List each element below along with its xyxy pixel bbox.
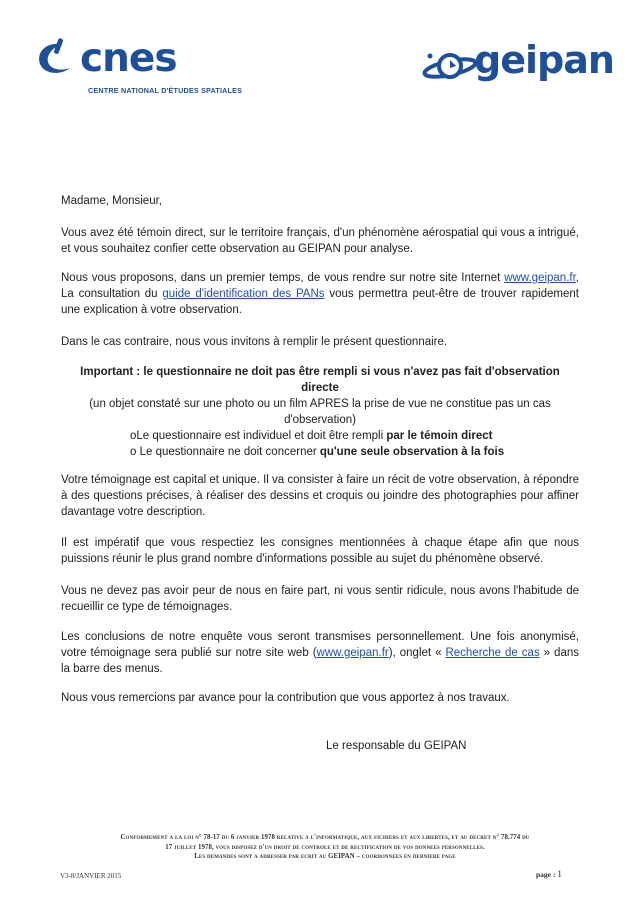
paragraph-7: [61, 629, 579, 677]
case-search-link[interactable]: Recherche de cas: [445, 647, 540, 659]
geipan-wordmark: geipan: [474, 38, 614, 82]
paragraph-5: Il est impératif que vous respectiez les consignes mentionnées à chaque étape afin que nous puissions réunir le plus grand nombre d'informations possible au sujet du phénomène observé.: [61, 537, 579, 565]
geipan-emblem-icon: [416, 46, 476, 86]
legal-line-3: Les demandes sont a adresser par ecrit au GEIPAN – coordonnees en derniere page: [194, 853, 456, 860]
geipan-site-link[interactable]: www.geipan.fr: [504, 272, 576, 284]
cnes-subtitle: CENTRE NATIONAL D'ÉTUDES SPATIALES: [88, 86, 243, 95]
rules-list: [130, 428, 570, 460]
legal-line-1: Conformement a la loi n° 78-17 du 6 janvier 1978 relative a l'informatique, aux fichiers et aux libertes, et au decret n° 78.774 du: [120, 834, 530, 841]
geipan-site-link[interactable]: www.geipan.fr: [316, 647, 389, 659]
paragraph-6: Vous ne devez pas avoir peur de nous en faire part, ni vous sentir ridicule, nous avons l'habitude de recueillir ce type de témoignages.: [61, 585, 579, 613]
geipan-logo: [416, 40, 616, 90]
paragraph-7-text-a: Les conclusions de notre enquête vous seront transmises personnellement. Une fois anonymisé, votre témoignage sera publié sur notre site web (: [61, 631, 579, 659]
cnes-emblem-icon: [32, 38, 78, 78]
important-detail: (un objet constaté sur une photo ou un film APRES la prise de vue ne constitue pas un cas d'observation): [89, 398, 551, 426]
bullet-marker-icon: o: [130, 430, 137, 442]
list-item: o Le questionnaire ne doit concerner qu'une seule observation à la fois: [130, 446, 505, 458]
paragraph-7-text-b: ), onglet «: [388, 647, 446, 659]
signature: Le responsable du GEIPAN: [326, 740, 467, 752]
paragraph-2-text-c: vous permettra peut-être de trouver rapidement une explication à votre observation.: [61, 288, 579, 316]
page-label: page :: [536, 870, 558, 879]
important-heading: Important : le questionnaire ne doit pas être rempli si vous n'avez pas fait d'observation directe: [80, 366, 560, 394]
paragraph-4: Votre témoignage est capital et unique. Il va consister à faire un récit de votre observation, à répondre à des questions précises, à réaliser des dessins et croquis ou joindre des photographies pour affiner davantage votre description.: [61, 474, 579, 518]
document-version: V3-8/JANVIER 2015: [60, 872, 122, 880]
cnes-logo: [32, 36, 243, 100]
list-item: oLe questionnaire est individuel et doit être rempli par le témoin direct: [130, 430, 493, 442]
paragraph-8: Nous vous remercions par avance pour la contribution que vous apportez à nos travaux.: [61, 692, 510, 704]
paragraph-2: [61, 270, 579, 318]
paragraph-2-text-b: , La consultation du: [61, 272, 579, 300]
legal-line-2: 17 juillet 1978, vous disposez d'un droit de controle et de rectification de vos donnees personnelles.: [165, 843, 485, 851]
paragraph-3: Dans le cas contraire, nous vous invitons à remplir le présent questionnaire.: [61, 336, 448, 348]
greeting: Madame, Monsieur,: [61, 195, 162, 207]
paragraph-2-text-a: Nous vous proposons, dans un premier temps, de vous rendre sur notre site Internet: [61, 272, 505, 284]
paragraph-1: Vous avez été témoin direct, sur le territoire français, d'un phénomène aérospatial qui vous a intrigué, et vous souhaitez confier cette observation au GEIPAN pour analyse.: [61, 227, 579, 255]
page-number-value: 1: [557, 870, 562, 880]
legal-notice: [66, 833, 584, 862]
page-number: [536, 870, 562, 880]
pan-guide-link[interactable]: guide d'identification des PANs: [162, 288, 325, 300]
bullet-marker-icon: o: [130, 446, 137, 458]
cnes-wordmark: cnes: [80, 36, 177, 81]
important-notice: [61, 364, 579, 428]
paragraph-7-text-c: » dans la barre des menus.: [61, 647, 579, 675]
